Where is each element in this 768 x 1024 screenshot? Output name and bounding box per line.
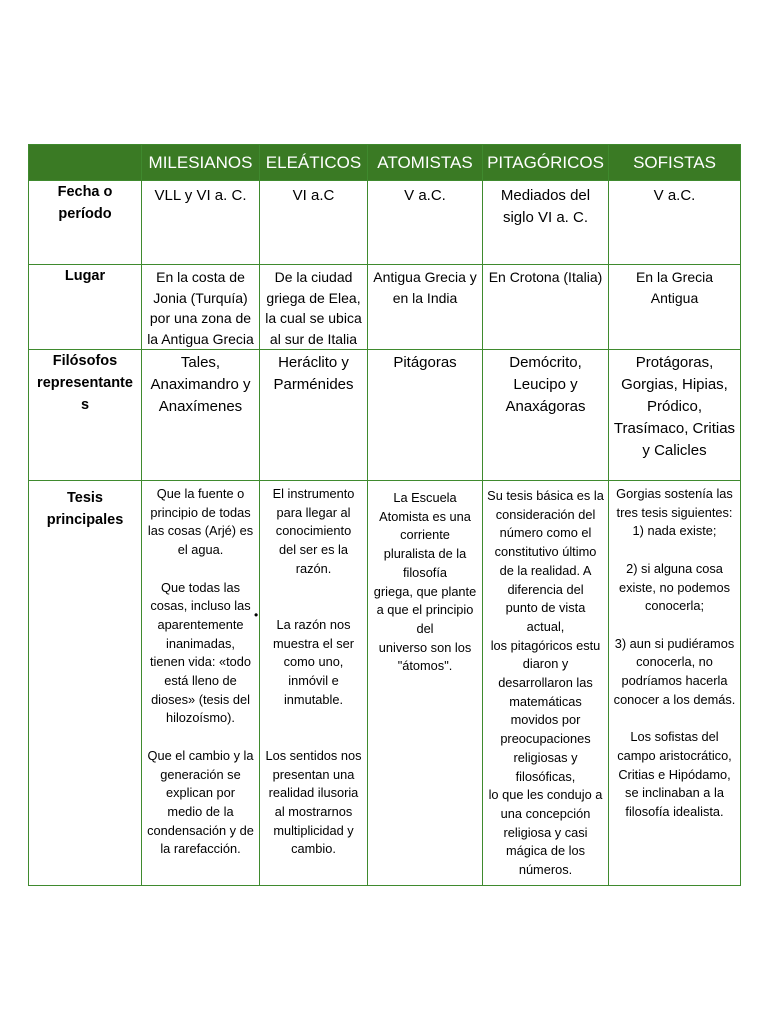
cell-lugar-pitagoricos: En Crotona (Italia)	[483, 265, 609, 350]
cell-fecha-pitagoricos: Mediados del siglo VI a. C.	[483, 181, 609, 265]
cell-tesis-sofistas: Gorgias sostenía las tres tesis siguientes: 1) nada existe; 2) si alguna cosa existe, no podemos conocerla; 3) aun si pudiéramos conocerla, no podríamos hacerla conocer a los demás. Los sofistas del campo aristocrático, Critias e Hipódamo, se inclinaban a la filosofía idealista.	[609, 481, 741, 886]
cell-fecha-atomistas: V a.C.	[368, 181, 483, 265]
header-pitagoricos: PITAGÓRICOS	[483, 145, 609, 181]
row-label-tesis: Tesis principales	[29, 481, 142, 886]
cell-filosofos-eleaticos: Heráclito y Parménides	[260, 350, 368, 481]
comparison-table	[28, 144, 741, 886]
cell-fecha-sofistas: V a.C.	[609, 181, 741, 265]
header-empty	[29, 145, 142, 181]
row-tesis	[29, 481, 741, 886]
cell-lugar-atomistas: Antigua Grecia y en la India	[368, 265, 483, 350]
cell-filosofos-milesianos: Tales, Anaximandro y Anaxímenes	[142, 350, 260, 481]
cell-tesis-atomistas: La Escuela Atomista es una corriente pluralista de la filosofía griega, que plante a que el principio del universo son los "átomos".	[368, 481, 483, 886]
cell-fecha-milesianos: VLL y VI a. C.	[142, 181, 260, 265]
cell-filosofos-pitagoricos: Demócrito, Leucipo y Anaxágoras	[483, 350, 609, 481]
header-eleaticos: ELEÁTICOS	[260, 145, 368, 181]
header-atomistas: ATOMISTAS	[368, 145, 483, 181]
row-fecha	[29, 181, 741, 265]
row-label-lugar: Lugar	[29, 265, 142, 350]
cell-lugar-sofistas: En la Grecia Antigua	[609, 265, 741, 350]
header-row	[29, 145, 741, 181]
cell-tesis-pitagoricos: Su tesis básica es la consideración del número como el constitutivo último de la realidad. A diferencia del punto de vista actual, los pitagóricos estu diaron y desarrollaron las matemáticas movidos por preocupaciones religiosas y filosóficas, lo que les condujo a una concepción religiosa y casi mágica de los números.	[483, 481, 609, 886]
cell-fecha-eleaticos: VI a.C	[260, 181, 368, 265]
bullet-mark: •	[254, 608, 259, 622]
cell-filosofos-atomistas: Pitágoras	[368, 350, 483, 481]
row-lugar	[29, 265, 741, 350]
header-milesianos: MILESIANOS	[142, 145, 260, 181]
cell-filosofos-sofistas: Protágoras, Gorgias, Hipias, Pródico, Trasímaco, Critias y Calicles	[609, 350, 741, 481]
row-label-fecha: Fecha o período	[29, 181, 142, 265]
row-label-filosofos: Filósofos representante s	[29, 350, 142, 481]
cell-tesis-milesianos: Que la fuente o principio de todas las cosas (Arjé) es el agua. Que todas las cosas, incluso las aparentemente inanimadas, tienen vida: «todo está lleno de dioses» (tesis del hilozoísmo). Que el cambio y la generación se explican por medio de la condensación y de la rarefacción.	[142, 481, 260, 886]
row-filosofos	[29, 350, 741, 481]
header-sofistas: SOFISTAS	[609, 145, 741, 181]
cell-tesis-eleaticos: El instrumento para llegar al conocimiento del ser es la razón. La razón nos muestra el ser como uno, inmóvil e inmutable. Los sentidos nos presentan una realidad ilusoria al mostrarnos multiplicidad y cambio.	[260, 481, 368, 886]
cell-lugar-eleaticos: De la ciudad griega de Elea, la cual se ubica al sur de Italia	[260, 265, 368, 350]
cell-lugar-milesianos: En la costa de Jonia (Turquía) por una zona de la Antigua Grecia	[142, 265, 260, 350]
